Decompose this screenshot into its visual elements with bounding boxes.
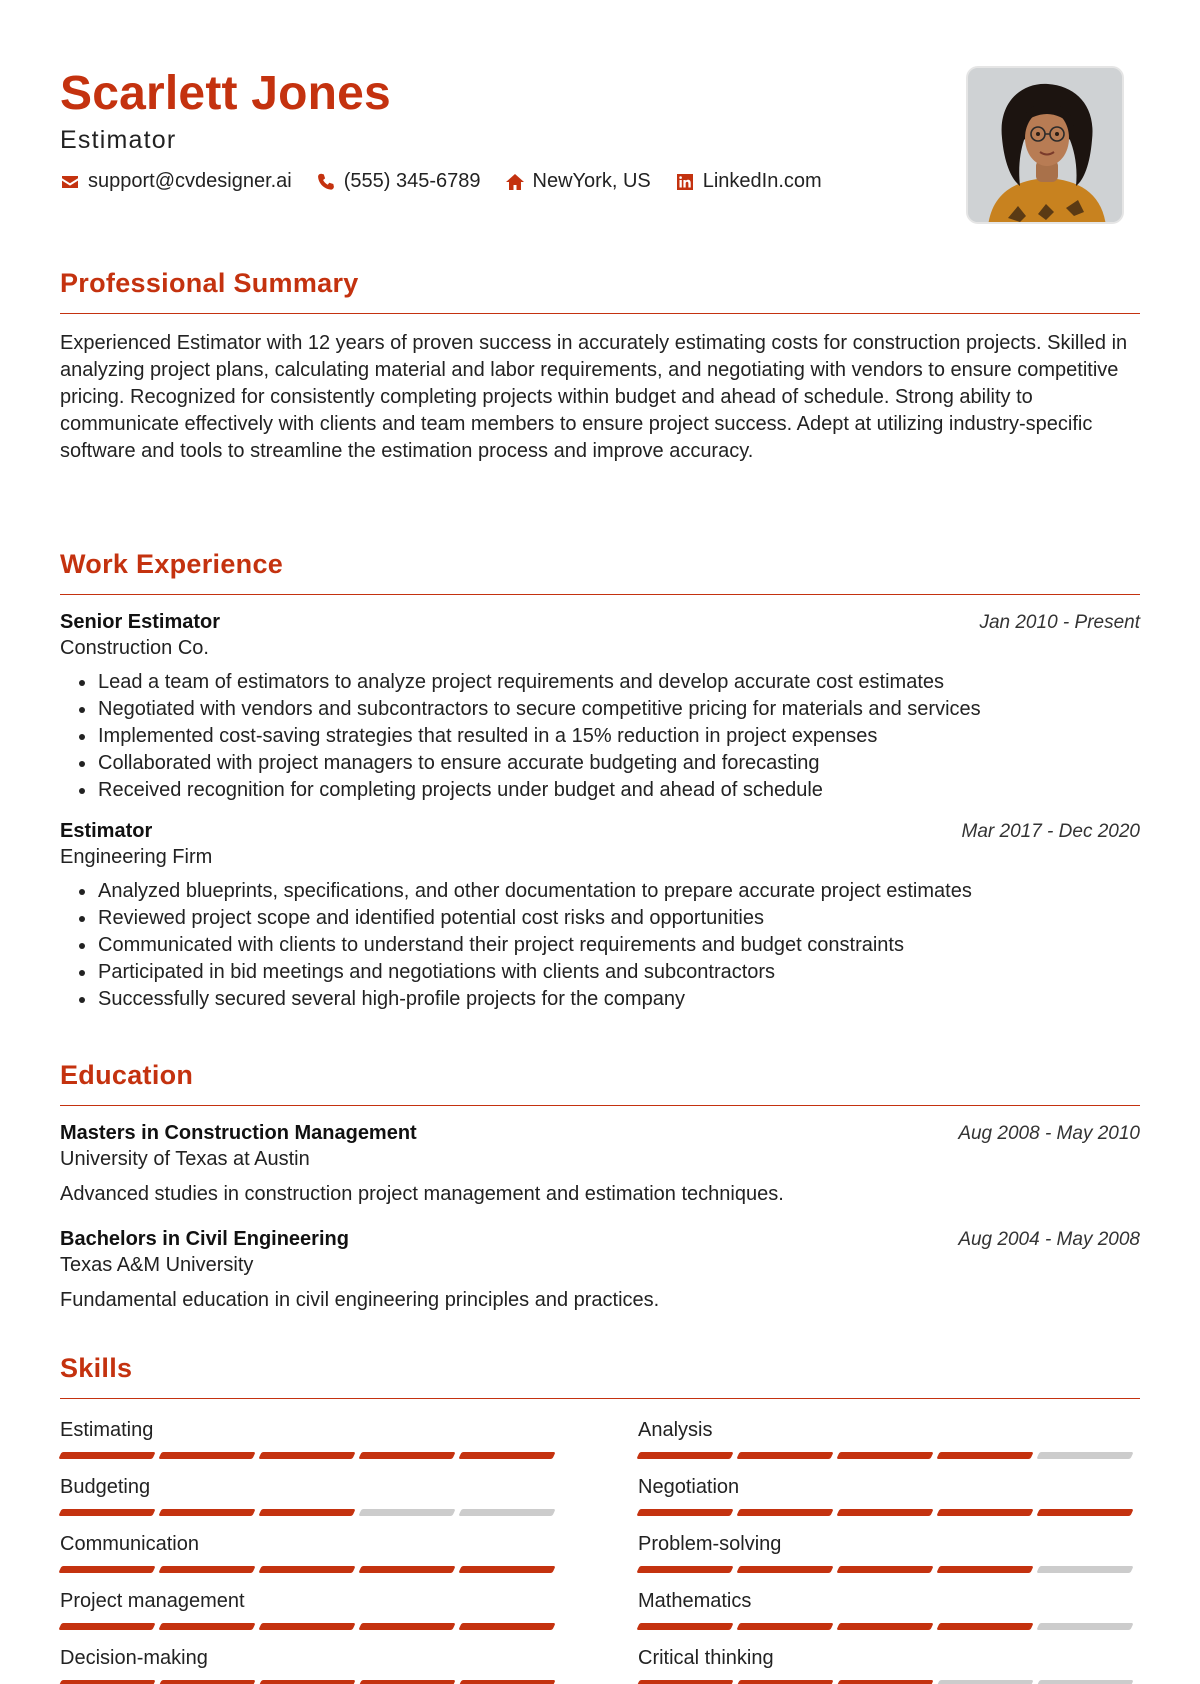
job-bullet: Participated in bid meetings and negotiations with clients and subcontractors bbox=[60, 959, 1140, 986]
skill-segment-filled bbox=[736, 1509, 833, 1516]
skill-segment-filled bbox=[58, 1452, 155, 1459]
skill-rating-bar bbox=[60, 1623, 560, 1630]
skill-segment-filled bbox=[258, 1680, 355, 1684]
skill-segment-empty bbox=[1036, 1566, 1133, 1573]
skill-segment-filled bbox=[258, 1623, 355, 1630]
work-heading: Work Experience bbox=[60, 549, 1140, 595]
skill-segment-filled bbox=[936, 1452, 1033, 1459]
skill-name: Analysis bbox=[638, 1419, 713, 1441]
job-bullet: Collaborated with project managers to ensure accurate budgeting and forecasting bbox=[60, 750, 1140, 777]
contact-phone-text: (555) 345-6789 bbox=[343, 170, 481, 192]
education-school: Texas A&M University bbox=[60, 1254, 254, 1276]
summary-section bbox=[60, 268, 1140, 465]
skill-segment-filled bbox=[358, 1623, 455, 1630]
job-bullets bbox=[60, 878, 1140, 1013]
skill-segment-filled bbox=[736, 1623, 833, 1630]
contact-list bbox=[60, 170, 846, 193]
skill-item bbox=[638, 1419, 1138, 1476]
portrait-image bbox=[968, 68, 1124, 224]
job-role: Senior Estimator bbox=[60, 611, 221, 633]
envelope-icon bbox=[60, 172, 80, 192]
skill-name: Mathematics bbox=[638, 1590, 752, 1612]
job-role: Estimator bbox=[60, 820, 153, 842]
skill-segment-filled bbox=[936, 1509, 1033, 1516]
contact-email[interactable] bbox=[60, 170, 292, 193]
job-dates: Mar 2017 - Dec 2020 bbox=[961, 821, 1140, 842]
skill-segment-filled bbox=[836, 1623, 933, 1630]
skills-grid bbox=[60, 1419, 1140, 1684]
job-bullet: Analyzed blueprints, specifications, and other documentation to prepare accurate project estimates bbox=[60, 878, 1140, 905]
skill-segment-filled bbox=[636, 1623, 733, 1630]
skill-segment-filled bbox=[458, 1680, 555, 1684]
skill-segment-filled bbox=[158, 1623, 255, 1630]
skill-segment-empty bbox=[458, 1509, 555, 1516]
skill-name: Problem-solving bbox=[638, 1533, 782, 1555]
skill-segment-filled bbox=[836, 1680, 933, 1684]
education-dates: Aug 2004 - May 2008 bbox=[958, 1229, 1140, 1250]
education-degree: Bachelors in Civil Engineering bbox=[60, 1228, 349, 1250]
skill-segment-empty bbox=[358, 1509, 455, 1516]
skill-segment-filled bbox=[58, 1623, 155, 1630]
skill-rating-bar bbox=[60, 1452, 560, 1459]
job-company: Engineering Firm bbox=[60, 846, 213, 868]
skill-name: Critical thinking bbox=[638, 1647, 774, 1669]
summary-heading: Professional Summary bbox=[60, 268, 1140, 314]
skill-segment-filled bbox=[736, 1452, 833, 1459]
skill-item bbox=[60, 1476, 560, 1533]
skill-segment-filled bbox=[636, 1680, 733, 1684]
skill-rating-bar bbox=[638, 1509, 1138, 1516]
skill-item bbox=[638, 1590, 1138, 1647]
education-dates: Aug 2008 - May 2010 bbox=[958, 1123, 1140, 1144]
skill-segment-empty bbox=[936, 1680, 1033, 1684]
skill-segment-filled bbox=[458, 1452, 555, 1459]
education-description: Fundamental education in civil engineering principles and practices. bbox=[60, 1289, 660, 1311]
skills-section bbox=[60, 1353, 1140, 1684]
contact-location-text: NewYork, US bbox=[532, 170, 651, 192]
education-degree: Masters in Construction Management bbox=[60, 1122, 417, 1144]
contact-email-text: support@cvdesigner.ai bbox=[88, 170, 292, 192]
resume-header bbox=[60, 0, 1140, 240]
education-school: University of Texas at Austin bbox=[60, 1148, 310, 1170]
skill-segment-filled bbox=[158, 1680, 255, 1684]
skill-segment-filled bbox=[258, 1566, 355, 1573]
skill-segment-filled bbox=[458, 1623, 555, 1630]
job-bullet: Received recognition for completing projects under budget and ahead of schedule bbox=[60, 777, 1140, 804]
job-bullet: Negotiated with vendors and subcontractors to secure competitive pricing for materials and services bbox=[60, 696, 1140, 723]
skill-name: Estimating bbox=[60, 1419, 154, 1441]
education-section bbox=[60, 1060, 1140, 1312]
skill-item bbox=[60, 1647, 560, 1684]
skill-segment-filled bbox=[158, 1566, 255, 1573]
skill-segment-filled bbox=[736, 1566, 833, 1573]
summary-text: Experienced Estimator with 12 years of proven success in accurately estimating costs for construction projects. Skilled in analyzing project plans, calculating material and labor requirements, and negotiating with vendors to ensure competitive pricing. Recognized for consistently completing projects within budget and ahead of schedule. Strong ability to communicate effectively with clients and team members to ensure project success. Adept at utilizing industry-specific software and tools to streamline the estimation process and improve accuracy. bbox=[60, 332, 1128, 462]
skill-rating-bar bbox=[638, 1680, 1138, 1684]
skill-segment-filled bbox=[636, 1566, 733, 1573]
skill-segment-filled bbox=[1036, 1509, 1133, 1516]
skill-segment-empty bbox=[1036, 1623, 1133, 1630]
skill-rating-bar bbox=[638, 1566, 1138, 1573]
skill-segment-empty bbox=[1036, 1680, 1133, 1684]
job-bullet: Communicated with clients to understand their project requirements and budget constraints bbox=[60, 932, 1140, 959]
skill-item bbox=[638, 1647, 1138, 1684]
skill-item bbox=[60, 1533, 560, 1590]
skill-segment-filled bbox=[58, 1566, 155, 1573]
skill-segment-filled bbox=[836, 1452, 933, 1459]
skill-rating-bar bbox=[60, 1509, 560, 1516]
education-entry bbox=[60, 1228, 1140, 1312]
job-bullet: Successfully secured several high-profile projects for the company bbox=[60, 986, 1140, 1013]
skill-segment-filled bbox=[836, 1566, 933, 1573]
job-dates: Jan 2010 - Present bbox=[979, 612, 1140, 633]
job-entry bbox=[60, 820, 1140, 1013]
home-icon bbox=[505, 172, 525, 192]
skill-segment-filled bbox=[258, 1452, 355, 1459]
skill-segment-filled bbox=[836, 1509, 933, 1516]
contact-location bbox=[505, 170, 651, 193]
job-bullet: Reviewed project scope and identified potential cost risks and opportunities bbox=[60, 905, 1140, 932]
job-bullets bbox=[60, 669, 1140, 804]
skill-segment-filled bbox=[158, 1452, 255, 1459]
skill-segment-filled bbox=[358, 1680, 455, 1684]
skill-segment-filled bbox=[636, 1509, 733, 1516]
phone-icon bbox=[316, 172, 336, 192]
skill-segment-filled bbox=[736, 1680, 833, 1684]
skill-item bbox=[60, 1419, 560, 1476]
skill-name: Budgeting bbox=[60, 1476, 151, 1498]
job-bullet: Implemented cost-saving strategies that resulted in a 15% reduction in project expenses bbox=[60, 723, 1140, 750]
job-entry bbox=[60, 611, 1140, 804]
skill-segment-filled bbox=[58, 1509, 155, 1516]
linkedin-icon bbox=[675, 172, 695, 192]
contact-linkedin[interactable] bbox=[675, 170, 822, 193]
skills-heading: Skills bbox=[60, 1353, 1140, 1399]
skill-rating-bar bbox=[60, 1566, 560, 1573]
skill-item bbox=[638, 1476, 1138, 1533]
skill-segment-filled bbox=[358, 1566, 455, 1573]
contact-linkedin-text: LinkedIn.com bbox=[702, 170, 822, 192]
skill-item bbox=[60, 1590, 560, 1647]
skill-segment-filled bbox=[158, 1509, 255, 1516]
skill-segment-filled bbox=[458, 1566, 555, 1573]
education-entry bbox=[60, 1122, 1140, 1206]
skill-rating-bar bbox=[60, 1680, 560, 1684]
skill-rating-bar bbox=[638, 1452, 1138, 1459]
job-company: Construction Co. bbox=[60, 637, 209, 659]
skill-name: Project management bbox=[60, 1590, 245, 1612]
skill-name: Decision-making bbox=[60, 1647, 208, 1669]
skill-segment-filled bbox=[636, 1452, 733, 1459]
job-bullet: Lead a team of estimators to analyze project requirements and develop accurate cost estimates bbox=[60, 669, 1140, 696]
skill-name: Communication bbox=[60, 1533, 199, 1555]
candidate-title: Estimator bbox=[60, 126, 177, 154]
education-description: Advanced studies in construction project management and estimation techniques. bbox=[60, 1183, 784, 1205]
skill-segment-filled bbox=[58, 1680, 155, 1684]
candidate-name: Scarlett Jones bbox=[60, 67, 391, 120]
skill-segment-filled bbox=[358, 1452, 455, 1459]
skill-name: Negotiation bbox=[638, 1476, 740, 1498]
skill-segment-filled bbox=[936, 1623, 1033, 1630]
work-experience-section bbox=[60, 549, 1140, 1013]
contact-phone[interactable] bbox=[316, 170, 481, 193]
skill-segment-filled bbox=[936, 1566, 1033, 1573]
skill-segment-filled bbox=[258, 1509, 355, 1516]
profile-photo bbox=[966, 66, 1124, 224]
skill-item bbox=[638, 1533, 1138, 1590]
skill-segment-empty bbox=[1036, 1452, 1133, 1459]
education-heading: Education bbox=[60, 1060, 1140, 1106]
skill-rating-bar bbox=[638, 1623, 1138, 1630]
